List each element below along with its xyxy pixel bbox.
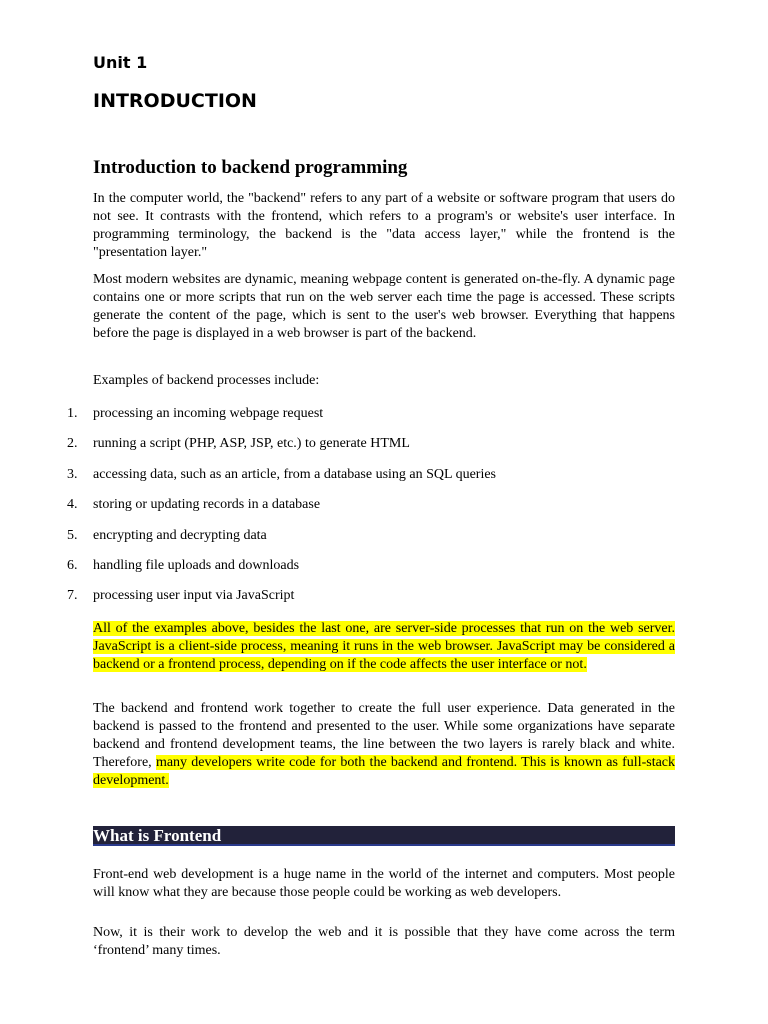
list-item [67, 526, 496, 556]
backend-process-list [67, 404, 496, 617]
list-item [67, 434, 496, 464]
list-item [67, 586, 496, 616]
list-item-text: processing user input via JavaScript [93, 588, 295, 604]
chapter-title: INTRODUCTION [93, 90, 257, 112]
list-number: 6. [67, 557, 78, 573]
paragraph-backend-definition: In the computer world, the "backend" refers to any part of a website or software program that users do not see. It contrasts with the frontend, which refers to a program's or website's user interface. In programming terminology, the backend is the "data access layer," while the frontend is the "presentation layer." [93, 191, 675, 260]
list-item-text: processing an incoming webpage request [93, 406, 324, 421]
list-item-text: accessing data, such as an article, from a database using an SQL queries [93, 466, 496, 482]
paragraph-server-side-note [93, 620, 675, 674]
list-number: 7. [67, 588, 78, 604]
paragraph-examples-intro: Examples of backend processes include: [93, 373, 320, 388]
list-item-text: storing or updating records in a database [93, 497, 321, 513]
list-item [67, 495, 496, 525]
unit-label: Unit 1 [93, 53, 148, 72]
list-number: 1. [67, 406, 78, 421]
paragraph-frontend-definition: Front-end web development is a huge name in the world of the internet and computers. Most people will know what they are because those people could be working as web developers. [93, 867, 675, 900]
list-item [67, 404, 496, 434]
list-number: 4. [67, 497, 78, 513]
highlighted-text: All of the examples above, besides the last one, are server-side processes that run on the web server. JavaScript is a client-side process, meaning it runs in the web browser. JavaScript may be considered a backend or a frontend process, depending on if the code affects the user interface or not. [93, 621, 675, 672]
list-item [67, 556, 496, 586]
list-item-text: handling file uploads and downloads [93, 557, 300, 573]
list-number: 5. [67, 527, 78, 543]
list-number: 2. [67, 436, 78, 452]
section-heading-frontend: What is Frontend [93, 826, 222, 845]
list-number: 3. [67, 466, 78, 482]
list-item-text: encrypting and decrypting data [93, 527, 267, 543]
paragraph-text: The backend and frontend work together to create the full user experience. Data generated in the backend is passed to the frontend and presented to the user. While some organizations have separate backend and frontend development teams, the line between the two layers is rarely black and white. Therefore, [93, 701, 675, 770]
list-item-text: running a script (PHP, ASP, JSP, etc.) to generate HTML [93, 436, 410, 452]
section-heading-bar [93, 826, 675, 846]
highlighted-text: many developers write code for both the backend and frontend. This is known as full-stack development. [93, 755, 676, 788]
paragraph-full-stack [93, 700, 675, 790]
paragraph-dynamic-websites: Most modern websites are dynamic, meaning webpage content is generated on-the-fly. A dynamic page contains one or more scripts that run on the web server each time the page is accessed. These scripts generate the content of the page, which is sent to the user's web browser. Everything that happens before the page is displayed in a web browser is part of the backend. [93, 272, 675, 341]
section-heading-backend: Introduction to backend programming [93, 157, 408, 178]
list-item [67, 465, 496, 495]
paragraph-frontend-term: Now, it is their work to develop the web and it is possible that they have come across the term ‘frontend’ many times. [93, 925, 675, 958]
